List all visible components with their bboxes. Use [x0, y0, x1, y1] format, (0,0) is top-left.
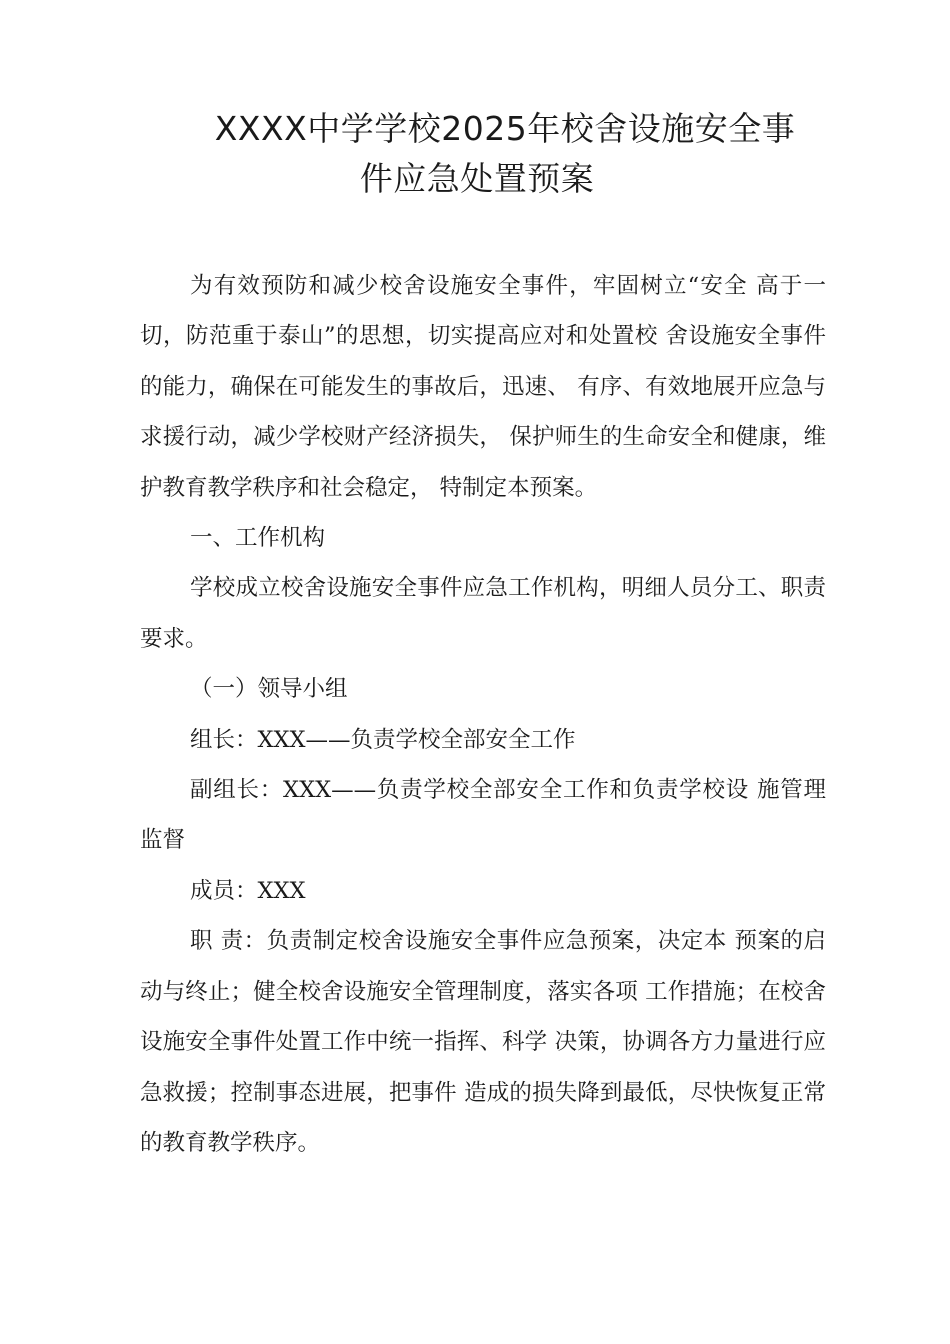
leader-line: 组长：XXX——负责学校全部安全工作 [190, 726, 576, 753]
section-heading-organization: 一、工作机构 [190, 525, 326, 552]
duties-paragraph: 职 责：负责制定校舍设施安全事件应急预案，决定本 预案的启动与终止；健全校舍设施安全管理制度，落实各项 工作措施；在校舍设施安全事件处置工作中统一指挥、科学 决策，协调各方力量进行应急救援；控制事态进展，把事件 造成的损失降到最低，尽快恢复正常的教育教学秩序。 [140, 928, 826, 1156]
intro-paragraph: 为有效预防和减少校舍设施安全事件，牢固树立“安全 高于一切，防范重于泰山”的思想，切实提高应对和处置校 舍设施安全事件的能力，确保在可能发生的事故后，迅速、 有序、有效地展开应急与求援行动，减少学校财产经济损失， 保护师生的生命安全和健康，维护教育教学秩序和社会稳定， 特制定本预案。 [140, 273, 826, 501]
document-title-line-2: 件应急处置预案 [359, 159, 595, 198]
deputy-leader-line: 副组长：XXX——负责学校全部安全工作和负责学校设 施管理监督 [140, 777, 826, 854]
subsection-heading-leadership: （一）领导小组 [190, 676, 348, 703]
organization-paragraph: 学校成立校舍设施安全事件应急工作机构，明细人员分工、职责要求。 [140, 575, 826, 652]
document-title-line-1: XXXX中学学校2025年校舍设施安全事 [214, 109, 796, 148]
members-line: 成员：XXX [190, 877, 306, 904]
document-body [140, 261, 826, 1168]
